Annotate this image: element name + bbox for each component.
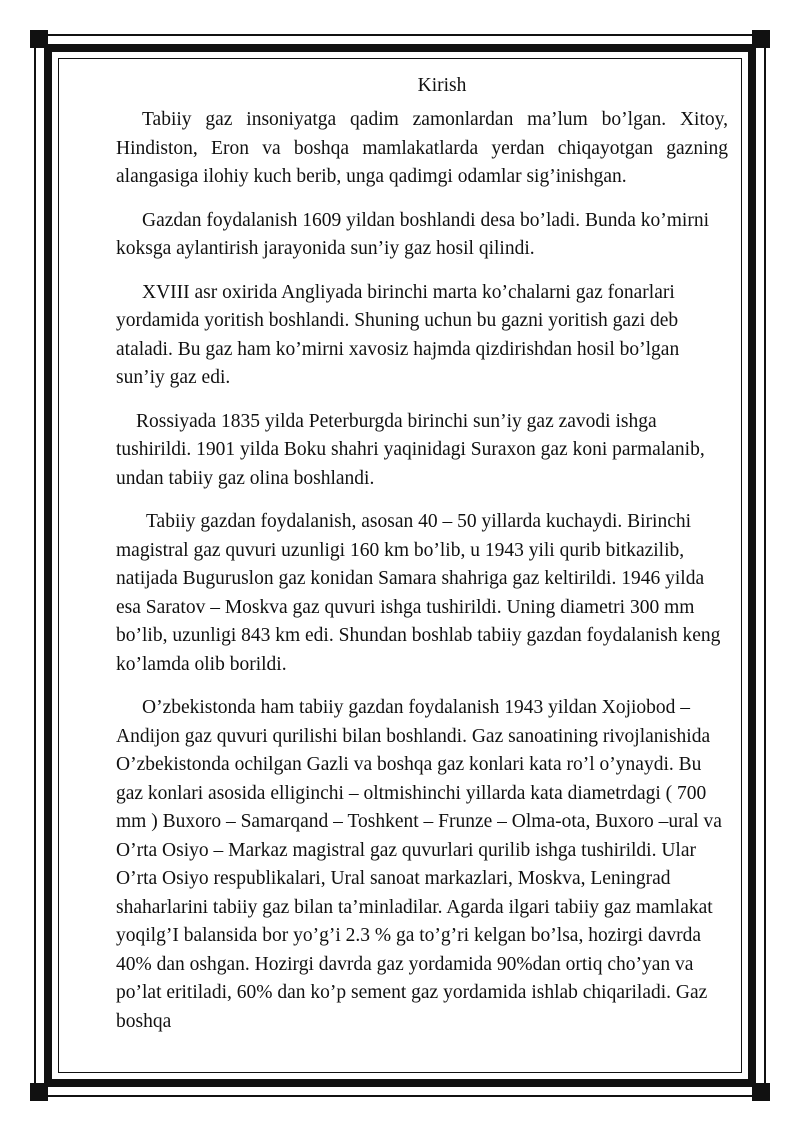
paragraph-4: Rossiyada 1835 yilda Peterburgda birinchi sun’iy gaz zavodi ishga tushirildi. 1901 yilda Boku shahri yaqinidagi Suraxon gaz koni parmalanib, undan tabiiy gaz olina boshlandi. xyxy=(116,410,705,489)
document-body xyxy=(116,72,728,1051)
paragraph-6: O’zbekistonda ham tabiiy gazdan foydalanish 1943 yildan Xojiobod – Andijon gaz quvuri qurilishi bilan boshlandi. Gaz sanoatining rivojlanishida O’zbekistonda ochilgan Gazli va boshqa gaz konlari kata ro’l o’ynaydi. Bu gaz konlari asosida elliginchi – oltmishinchi yillarda kata diametrdagi ( 700 mm ) Buxoro – Samarqand – Toshkent – Frunze – Olma-ota, Buxoro –ural va O’rta Osiyo – Markaz magistral gaz quvurlari qurilib ishga tushirildi. Ular O’rta Osiyo respublikalari, Ural sanoat markazlari, Moskva, Leningrad shaharlarini tabiiy gaz bilan ta’minladilar. Agarda ilgari tabiiy gaz mamlakat yoqilg’I balansida bor yo’g’i 2.3 % ga to’g’ri kelgan bo’lsa, hozirgi davrda 40% dan oshgan. Hozirgi davrda gaz yordamida 90%dan ortiq cho’yan va po’lat eritiladi, 60% dan ko’p sement gaz yordamida ishlab chiqariladi. Gaz boshqa xyxy=(116,697,722,1032)
border-corner-top-left xyxy=(30,30,48,48)
paragraph-3: XVIII asr oxirida Angliyada birinchi marta ko’chalarni gaz fonarlari yordamida yoritish boshlandi. Shuning uchun bu gazni yoritish gazi deb ataladi. Bu gaz ham ko’mirni xavosiz hajmda qizdirishdan hosil bo’lgan sun’iy gaz edi. xyxy=(116,281,680,388)
border-corner-top-right xyxy=(752,30,770,48)
border-corner-bottom-left xyxy=(30,1083,48,1101)
paragraph-1: Tabiiy gaz insoniyatga qadim zamonlardan ma’lum bo’lgan. Xitoy, Hindiston, Eron va boshqa mamlakatlarda yerdan chiqayotgan gazning alangasiga ilohiy kuch berib, unga qadimgi odamlar sig’inishgan. xyxy=(116,109,728,187)
border-corner-bottom-right xyxy=(752,1083,770,1101)
paragraph-2: Gazdan foydalanish 1609 yildan boshlandi desa bo’ladi. Bunda ko’mirni koksga aylantirish jarayonida sun’iy gaz hosil qilindi. xyxy=(116,209,710,259)
paragraph-5: Tabiiy gazdan foydalanish, asosan 40 – 50 yillarda kuchaydi. Birinchi magistral gaz quvuri uzunligi 160 km bo’lib, u 1943 yili qurib bitkazilib, natijada Buguruslon gaz konidan Samara shahriga gaz keltirildi. 1946 yilda esa Saratov – Moskva gaz quvuri ishga tushirildi. Uning diametri 300 mm bo’lib, uzunligi 843 km edi. Shundan boshlab tabiiy gazdan foydalanish keng ko’lamda olib borildi. xyxy=(116,511,721,675)
page-title: Kirish xyxy=(417,75,467,96)
